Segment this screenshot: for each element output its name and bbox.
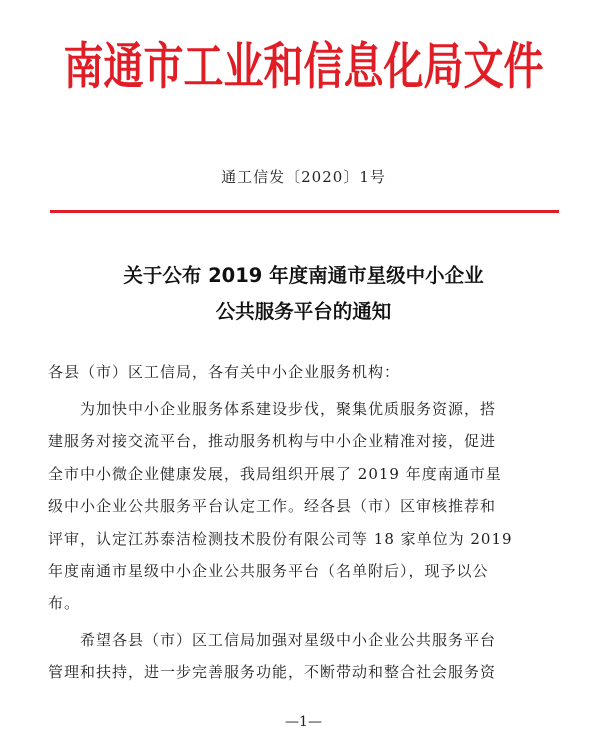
red-divider bbox=[50, 210, 559, 213]
body-line-9: 管理和扶持，进一步完善服务功能，不断带动和整合社会服务资 bbox=[48, 663, 497, 681]
body-line-7: 布。 bbox=[48, 594, 81, 612]
salutation: 各县（市）区工信局，各有关中小企业服务机构： bbox=[48, 363, 401, 381]
body-line-4: 级中小企业公共服务平台认定工作。经各县（市）区审核推荐和 bbox=[48, 497, 497, 515]
notice-title-line-1: 关于公布 2019 年度南通市星级中小企业 bbox=[123, 264, 484, 287]
page-number: —1— bbox=[285, 714, 322, 730]
notice-title-line-2: 公共服务平台的通知 bbox=[215, 300, 392, 323]
body-line-1: 为加快中小企业服务体系建设步伐，聚集优质服务资源，搭 bbox=[80, 400, 497, 418]
issuing-authority-header: 南通市工业和信息化局文件 bbox=[63, 38, 544, 96]
body-line-6: 年度南通市星级中小企业公共服务平台（名单附后），现予以公 bbox=[48, 562, 489, 580]
body-line-3: 全市中小微企业健康发展，我局组织开展了 2019 年度南通市星 bbox=[48, 465, 502, 483]
body-line-2: 建服务对接交流平台，推动服务机构与中小企业精准对接，促进 bbox=[48, 432, 497, 450]
document-number: 通工信发〔2020〕1号 bbox=[221, 168, 386, 186]
body-line-5: 评审，认定江苏泰洁检测技术股份有限公司等 18 家单位为 2019 bbox=[48, 530, 513, 548]
body-line-8: 希望各县（市）区工信局加强对星级中小企业公共服务平台 bbox=[80, 631, 497, 649]
